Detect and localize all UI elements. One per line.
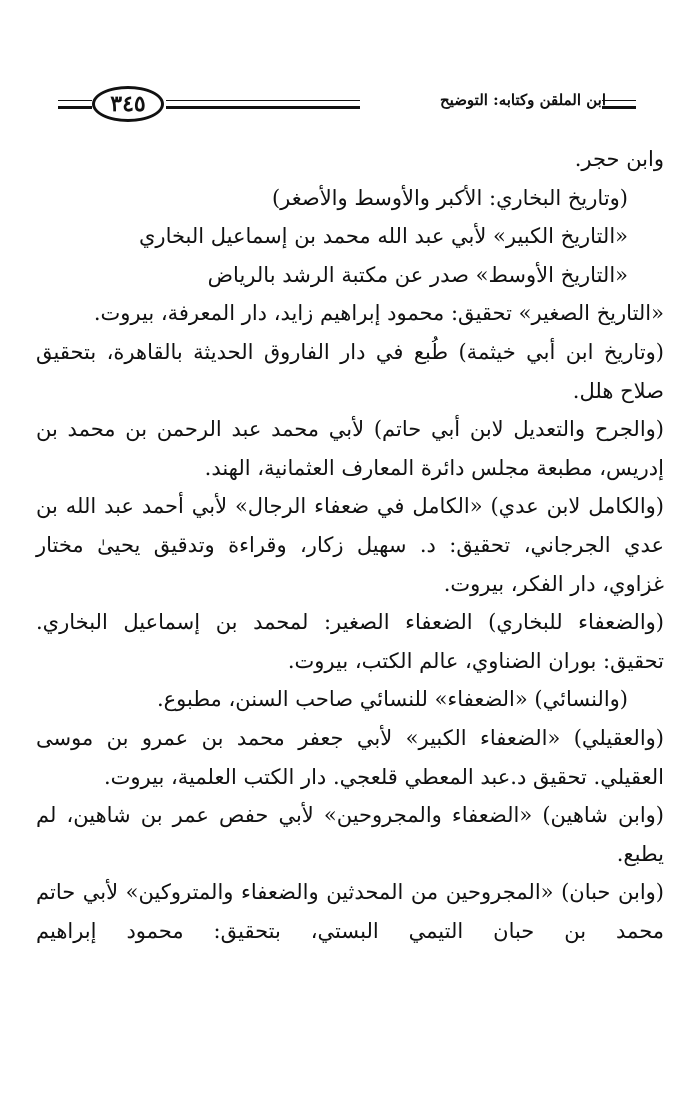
paragraph: «التاريخ الصغير» تحقيق: محمود إبراهيم زايد، دار المعرفة، بيروت. <box>93 301 664 326</box>
paragraph: «التاريخ الكبير» لأبي عبد الله محمد بن إسماعيل البخاري <box>139 224 628 249</box>
header-rule-right-lower <box>602 106 636 109</box>
header-rule-middle-lower <box>166 106 360 109</box>
paragraph: (وتاريخ ابن أبي خيثمة) طُبع في دار الفاروق الحديثة بالقاهرة، بتحقيق صلاح هلل. <box>36 339 664 403</box>
paragraph: وابن حجر. <box>574 147 664 171</box>
paragraph: (والجرح والتعديل لابن أبي حاتم) لأبي محمد عبد الرحمن بن محمد بن إدريس، مطبعة مجلس دائرة المعارف العثمانية، الهند. <box>36 417 664 480</box>
header-rule-left-lower <box>58 106 92 109</box>
page-number: ٣٤٥ <box>92 86 164 122</box>
header-rule-right-upper <box>602 100 636 101</box>
paragraph: (وابن حبان) «المجروحين من المحدثين والضعفاء والمتروكين» لأبي حاتم محمد بن حبان التيمي البستي، بتحقيق: محمود إبراهيم <box>36 880 664 943</box>
paragraph: «التاريخ الأوسط» صدر عن مكتبة الرشد بالرياض <box>207 262 628 287</box>
running-header <box>58 84 636 128</box>
paragraph: (وابن شاهين) «الضعفاء والمجروحين» لأبي حفص عمر بن شاهين، لم يطبع. <box>36 803 664 866</box>
paragraph: (والنسائي) «الضعفاء» للنسائي صاحب السنن، مطبوع. <box>156 687 628 712</box>
paragraph: (والضعفاء للبخاري) الضعفاء الصغير: لمحمد بن إسماعيل البخاري. تحقيق: بوران الضناوي، عالم الكتب، بيروت. <box>36 610 664 673</box>
paragraph: (والعقيلي) «الضعفاء الكبير» لأبي جعفر محمد بن عمرو بن موسى العقيلي. تحقيق د.عبد المعطي قلعجي. دار الكتب العلمية، بيروت. <box>36 725 664 789</box>
page-body <box>36 140 664 950</box>
header-rule-middle-upper <box>166 100 360 101</box>
paragraph: (والكامل لابن عدي) «الكامل في ضعفاء الرجال» لأبي أحمد عبد الله بن عدي الجرجاني، تحقيق: د. سهيل زكار، وقراءة وتدقيق يحيىٰ مختار غزاوي، دار الفكر، بيروت. <box>36 494 664 596</box>
running-title: ابن الملقن وكتابه: التوضيح <box>439 91 606 109</box>
paragraph: (وتاريخ البخاري: الأكبر والأوسط والأصغر) <box>271 185 628 210</box>
header-rule-left-upper <box>58 100 92 101</box>
